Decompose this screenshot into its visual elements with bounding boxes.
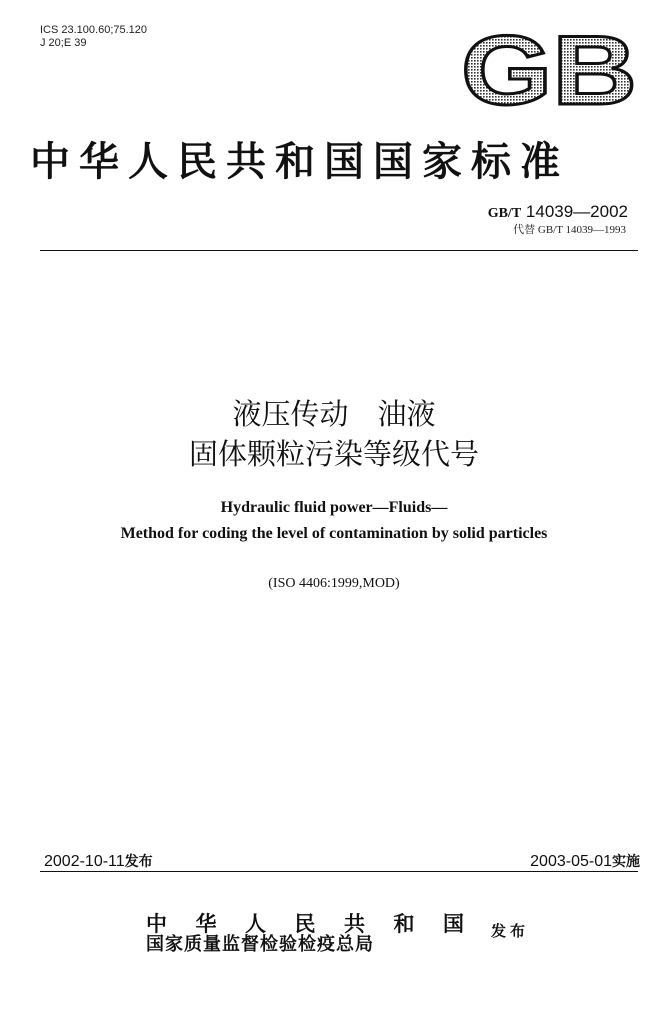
title-en-line1: Hydraulic fluid power—Fluids— [220,499,448,516]
ccs-code: J 20;E 39 [40,37,87,49]
ics-code: ICS 23.100.60;75.120 [40,24,148,36]
gb-logo [456,24,642,116]
iso-reference: (ISO 4406:1999,MOD) [268,576,400,591]
bottom-divider [40,871,638,872]
publish-label: 发布 [491,922,530,940]
standard-code: 14039—2002 [525,202,628,221]
ics-classification [40,24,147,50]
national-standard-heading: 中华人民共和国国家标准 [30,138,569,185]
issuer-line1: 中华人民共和国 [146,911,464,936]
replaces-standard: 代替 GB/T 14039—1993 [513,224,626,236]
standard-number [488,202,628,222]
title-cn-line2: 固体颗粒污染等级代号 [188,437,479,471]
gb-logo-text: GB [461,24,637,116]
title-cn-line1: 液压传动 油液 [232,397,436,431]
issue-date [44,851,153,871]
top-divider [40,250,638,251]
effective-date-value: 2003-05-01 [530,853,612,870]
effective-date [530,851,640,871]
standard-label: GB/T [487,206,522,221]
issue-date-value: 2002-10-11 [44,853,125,870]
effective-date-label: 实施 [612,854,640,870]
issuer-line2: 国家质量监督检验检疫总局 [146,934,374,955]
title-en-line2: Method for coding the level of contamination by solid particles [120,525,548,542]
issue-date-label: 发布 [124,854,153,870]
